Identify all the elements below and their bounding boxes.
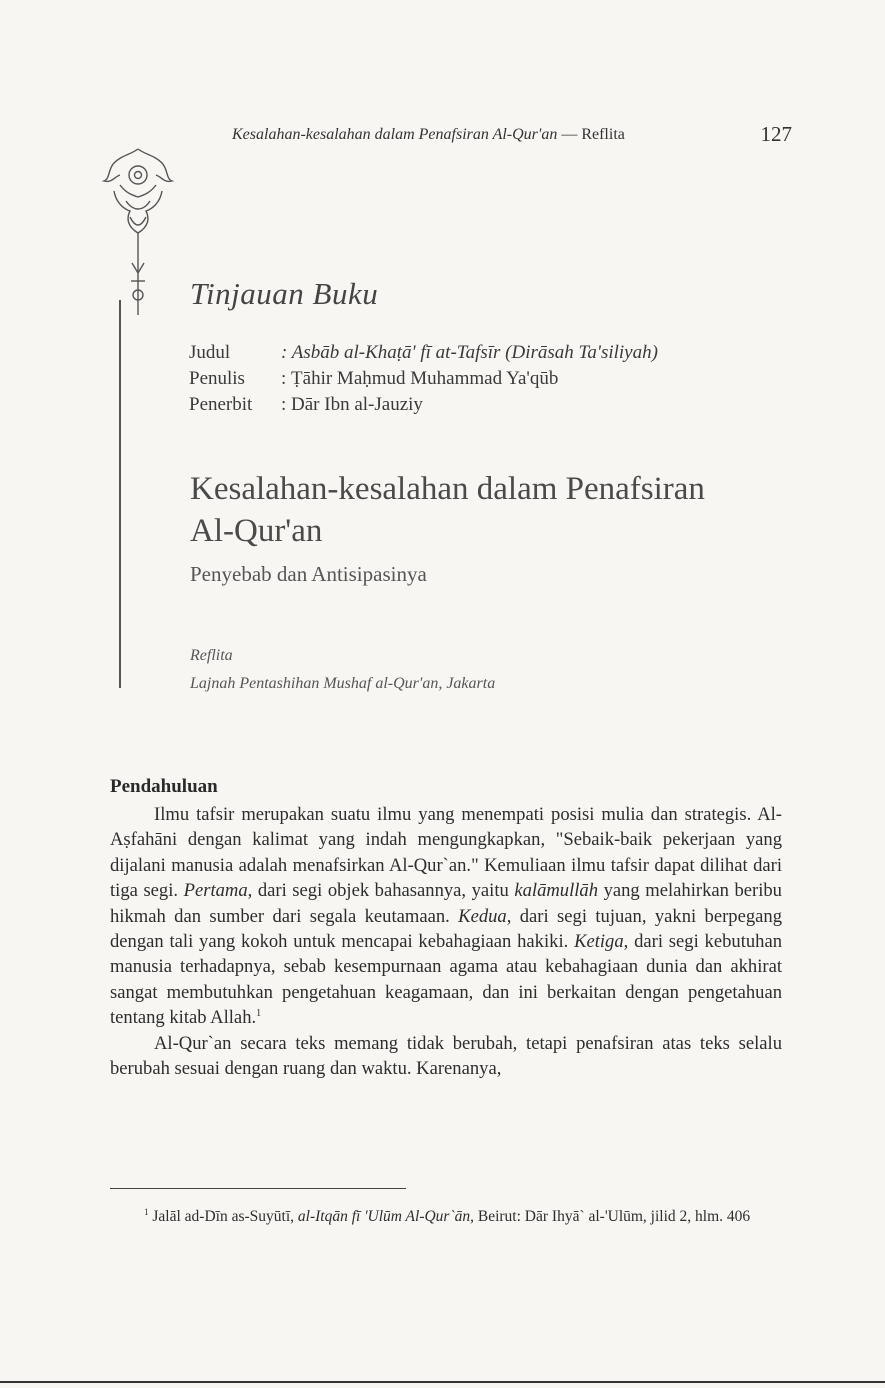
article-subtitle: Penyebab dan Antisipasinya <box>190 562 427 586</box>
paragraph: Ilmu tafsir merupakan suatu ilmu yang menempati posisi mulia dan strategis. Al-Aṣfahāni dengan kalimat yang indah mengungkapkan, "Sebaik-baik pekerjaan yang dijalani manusia adalah menafsirkan Al-Qur`an." Kemuliaan ilmu tafsir dapat dilihat dari tiga segi. Pertama, dari segi objek bahasannya, yaitu kalāmullāh yang melahirkan beribu hikmah dan sumber dari segala keutamaan. Kedua, dari segi tujuan, yakni berpegang dengan tali yang kokoh untuk mencapai kebahagiaan hakiki. Ketiga, dari segi kebutuhan manusia terhadapnya, sebab kesempurnaan agama atau kebahagiaan dunia dan akhirat sangat membutuhkan pengetahuan keagamaan, dan ini berkaitan dengan pengetahuan tentang kitab Allah.$^1$ <box>110 804 783 1029</box>
meta-key: Penerbit <box>189 394 253 415</box>
page-edge-rule <box>0 1381 885 1383</box>
section-label: Tinjauan Buku <box>190 276 379 311</box>
meta-value: : Asbāb al-Khaṭā' fī at-Tafsīr (Dirāsah Ta'siliyah) <box>281 342 658 363</box>
article-title <box>190 468 790 552</box>
running-head-dash: — <box>557 126 582 143</box>
article-title-line: Al-Qur'an <box>190 513 323 549</box>
meta-value: : Ṭāhir Maḥmud Muhammad Ya'qūb <box>281 368 559 389</box>
footnote: $^1$ Jalāl ad-Dīn as-Suyūtī, al-Itqān fī 'Ulūm Al-Qur`ān, Beirut: Dār Ihyā` al-'Ulūm, jilid 2, hlm. 406 <box>144 1206 751 1225</box>
section-heading: Pendahuluan <box>110 776 218 797</box>
page-number: 127 <box>760 122 792 146</box>
footnote-divider <box>110 1188 406 1189</box>
meta-row-penulis <box>189 366 658 392</box>
body-text <box>110 802 782 1081</box>
author-block <box>190 642 495 698</box>
running-head <box>232 122 792 146</box>
running-head-title: Kesalahan-kesalahan dalam Penafsiran Al-Qur'an <box>232 126 558 143</box>
article-title-line: Kesalahan-kesalahan dalam Penafsiran <box>190 471 705 507</box>
book-metadata <box>189 340 658 418</box>
paragraph: Al-Qur`an secara teks memang tidak berubah, tetapi penafsiran atas teks selalu berubah sesuai dengan ruang dan waktu. Karenanya, <box>110 1032 782 1080</box>
meta-key: Judul <box>189 342 231 363</box>
running-head-author: Reflita <box>581 126 625 143</box>
meta-row-penerbit <box>189 392 658 418</box>
meta-row-judul <box>189 340 658 366</box>
author-name: Reflita <box>190 647 233 664</box>
footnote-marker: 1 <box>256 1008 262 1020</box>
decorative-vertical-rule <box>119 300 121 688</box>
ornament-icon <box>100 145 176 315</box>
author-affiliation: Lajnah Pentashihan Mushaf al-Qur'an, Jakarta <box>190 675 496 692</box>
meta-key: Penulis <box>189 368 245 389</box>
footnote-number: 1 <box>144 1206 149 1217</box>
meta-value: : Dār Ibn al-Jauziy <box>281 394 423 415</box>
